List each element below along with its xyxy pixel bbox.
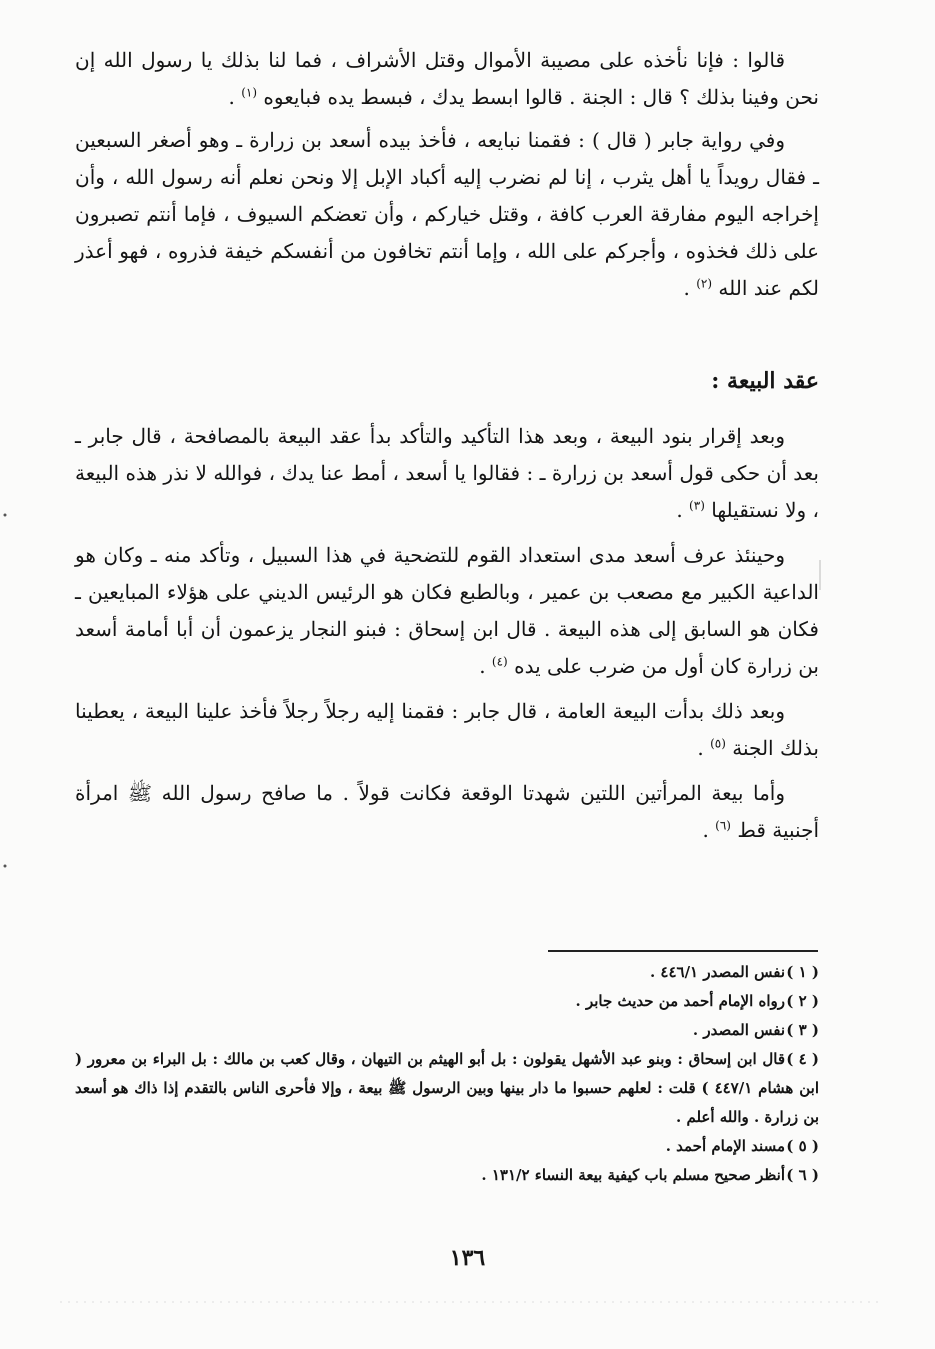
section-heading: عقد البيعة : <box>711 368 819 394</box>
paragraph-3: وبعد إقرار بنود البيعة ، وبعد هذا التأكيد والتأكد بدأ عقد البيعة بالمصافحة ، قال جابر ـ بعد أن حكى قول أسعد بن زرارة ـ : فقالوا يا أسعد ، أمط عنا يدك ، فوالله لا نذر هذه البيعة ، ولا نستقيلها $^{(٣)}$ . <box>75 424 819 522</box>
scan-speck <box>4 865 7 868</box>
scan-speck <box>4 514 7 517</box>
footnote-2: ( ٢ )رواه الإمام أحمد من حديث جابر . <box>575 992 819 1010</box>
paragraph-4: وحينئذ عرف أسعد مدى استعداد القوم للتضحية في هذا السبيل ، وتأكد منه ـ وكان هو الداعية الكبير مع مصعب بن عمير ، وبالطبع فكان هو الرئيس الديني على هؤلاء المبايعين ـ فكان هو السابق إلى هذه البيعة . قال ابن إسحاق : فبنو النجار يزعمون أن أبا أمامة أسعد بن زرارة كان أول من ضرب على يده $^{(٤)}$ . <box>75 543 819 678</box>
paragraph-1: قالوا : فإنا نأخذه على مصيبة الأموال وقتل الأشراف ، فما لنا بذلك يا رسول الله إن نحن وفينا بذلك ؟ قال : الجنة . قالوا ابسط يدك ، فبسط يده فبايعوه $^{(١)}$ . <box>75 48 819 109</box>
footnote-6: ( ٦ )أنظر صحيح مسلم باب كيفية بيعة النساء ١٣١/٢ . <box>481 1166 819 1184</box>
page-number: ١٣٦ <box>449 1245 486 1271</box>
footnote-ref-4: (٤) <box>491 654 508 669</box>
footnote-1: ( ١ )نفس المصدر ٤٤٦/١ . <box>649 963 819 981</box>
footnote-ref-2: (٢) <box>696 276 713 291</box>
paragraph-6: وأما بيعة المرأتين اللتين شهدتا الوقعة فكانت قولاً . ما صافح رسول الله ﷺ امرأة أجنبية قط $^{(٦)}$ . <box>75 781 819 842</box>
footnote-5: ( ٥ )مسند الإمام أحمد . <box>665 1137 819 1155</box>
paragraph-5: وبعد ذلك بدأت البيعة العامة ، قال جابر : فقمنا إليه رجلاً رجلاً فأخذ علينا البيعة ، يعطينا بذلك الجنة $^{(٥)}$ . <box>75 699 819 760</box>
footnote-ref-1: (١) <box>241 85 258 100</box>
footnote-ref-6: (٦) <box>715 818 731 833</box>
footnote-4: ( ٤ )قال ابن إسحاق : وبنو عبد الأشهل يقولون : بل أبو الهيثم بن التيهان ، وقال كعب بن مالك : بل البراء بن معرور ( ابن هشام ٤٤٧/١ ) قلت : لعلهم حسبوا ما دار بينها وبين الرسول ﷺ بيعة ، وإلا فأحرى الناس بالتقدم إذا ذاك هو أسعد بن زرارة . والله أعلم . <box>75 1050 819 1126</box>
footnote-3: ( ٣ )نفس المصدر . <box>692 1021 819 1039</box>
paragraph-2: وفي رواية جابر ( قال ) : فقمنا نبايعه ، فأخذ بيده أسعد بن زرارة ـ وهو أصغر السبعين ـ فقال رويداً يا أهل يثرب ، إنا لم نضرب إليه أكباد الإبل إلا ونحن نعلم أنه رسول الله ، وأن إخراجه اليوم مفارقة العرب كافة ، وقتل خياركم ، وأن تعضكم السيوف ، فإما أنتم تصبرون على ذلك فخذوه ، وأجركم على الله ، وإما أنتم تخافون من أنفسكم خيفة فذروه ، فهو أعذر لكم عند الله $^{(٢)}$ . <box>75 128 819 300</box>
footnote-ref-3: (٣) <box>689 498 705 513</box>
footnote-ref-5: (٥) <box>710 736 726 751</box>
